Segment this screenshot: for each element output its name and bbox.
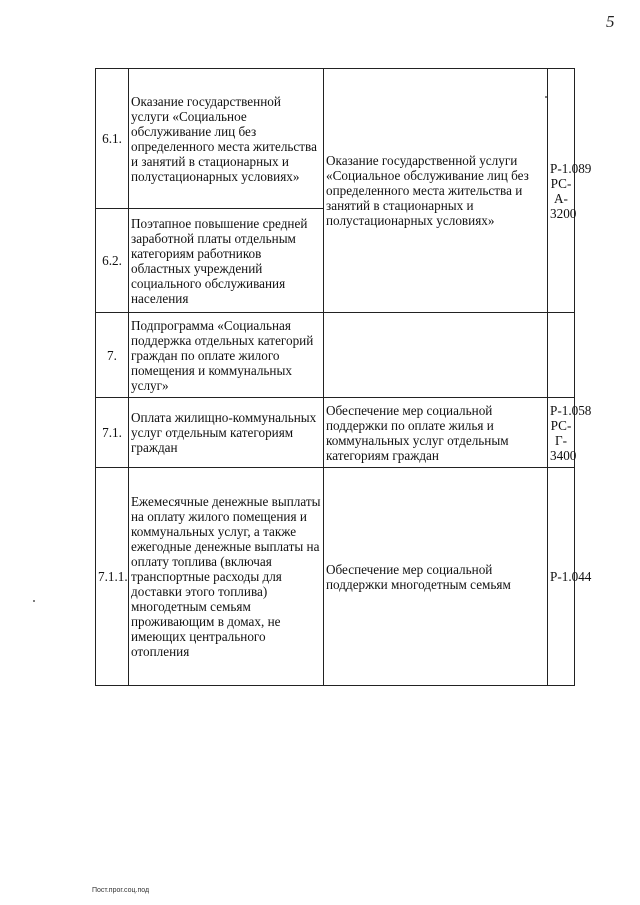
row-number: 6.2. [96,209,129,313]
code-part: РС-Г- [550,417,572,448]
code-part: Р-1.058 [550,402,592,418]
code-part: 3400 [550,447,577,463]
measure-code [548,468,592,686]
program-table [95,68,592,686]
scan-speck [545,96,547,98]
measure-name: Подпрограмма «Социальная поддержка отдельных категорий граждан по оплате жилого помещения и коммунальных услуг» [129,313,324,398]
code-part: 3200 [550,205,577,221]
table-row [96,69,575,209]
scan-speck [33,600,35,602]
measure-name: Ежемесячные денежные выплаты на оплату жилого помещения и коммунальных услуг, а также ежегодные денежные выплаты на оплату топлива (включая транспортные расходы для доставки этого топлива) многодетным семьям проживающим в домах, не имеющих центрального отопления [129,468,324,686]
page-number: 5 [606,12,615,31]
measure-description: Оказание государственной услуги «Социальное обслуживание лиц без определенного места жительства и занятий в стационарных и полустационарных условиях» [324,69,548,313]
footer-file-label: Пост.прог.соц.под [92,887,150,894]
row-number: 6.1. [96,69,129,209]
table-row [96,398,575,468]
code-part: Р-1.044 [550,569,592,584]
row-number: 7. [96,313,129,398]
code-part: Р-1.089 [550,160,592,176]
table-row [96,468,575,686]
row-number: 7.1. [96,398,129,468]
measure-description [324,313,548,398]
measure-code [548,398,592,468]
measure-name: Оплата жилищно-коммунальных услуг отдельным категориям граждан [129,398,324,468]
measure-code [548,69,592,313]
row-number: 7.1.1. [96,468,129,686]
code-part: РС-А- [550,175,572,206]
measure-description: Обеспечение мер социальной поддержки по оплате жилья и коммунальных услуг отдельным категориям граждан [324,398,548,468]
table-row [96,313,575,398]
measure-code [548,313,575,398]
measure-description: Обеспечение мер социальной поддержки многодетным семьям [324,468,548,686]
measure-name: Поэтапное повышение средней заработной платы отдельным категориям работников областных учреждений социального обслуживания населения [129,209,324,313]
measure-name: Оказание государственной услуги «Социальное обслуживание лиц без определенного места жительства и занятий в стационарных и полустационарных условиях» [129,69,324,209]
